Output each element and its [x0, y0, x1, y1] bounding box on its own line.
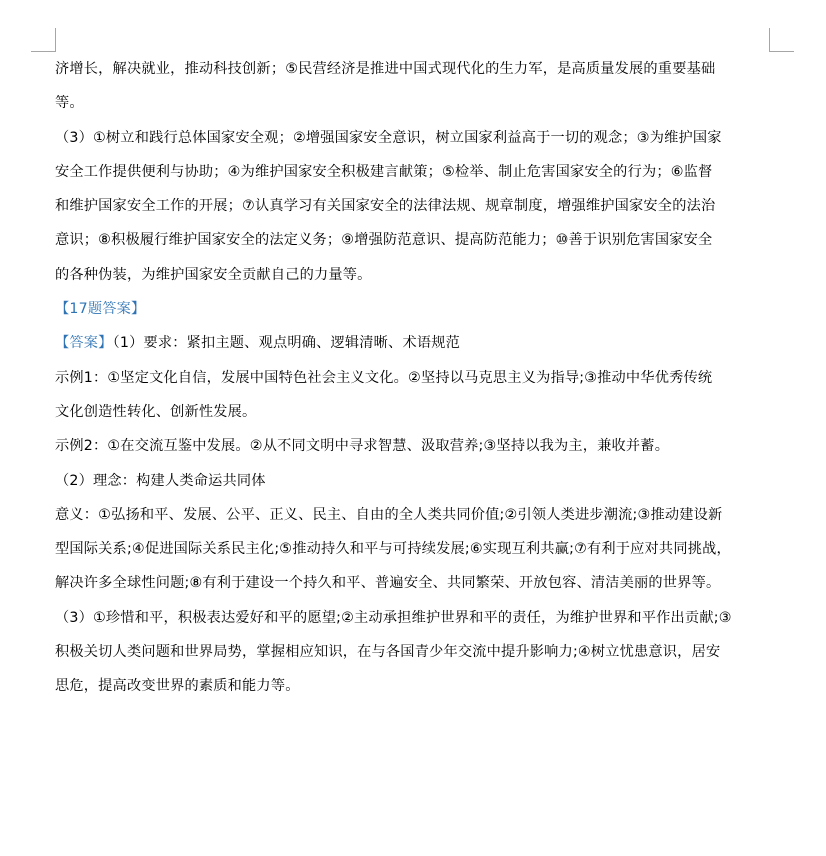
- text-line: 示例1：①坚定文化自信，发展中国特色社会主义文化。②坚持以马克思主义为指导;③推动中华优秀传统: [55, 369, 713, 386]
- crop-mark-right-vertical: [769, 28, 770, 52]
- text-line: 解决许多全球性问题;⑧有利于建设一个持久和平、普遍安全、共同繁荣、开放包容、清洁美丽的世界等。: [55, 575, 721, 592]
- text-line: 意识；⑧积极履行维护国家安全的法定义务；⑨增强防范意识、提高防范能力；⑩善于识别危害国家安全: [55, 232, 713, 249]
- answer-line: [55, 326, 785, 360]
- text-line: 思危，提高改变世界的素质和能力等。: [55, 678, 300, 695]
- question-heading: 【17题答案】: [55, 301, 146, 318]
- crop-mark-left-horizontal: [31, 51, 55, 52]
- crop-mark-left-vertical: [55, 28, 56, 52]
- document-body: [55, 52, 785, 704]
- text-line: 型国际关系;④促进国际关系民主化;⑤推动持久和平与可持续发展;⑥实现互利共赢;⑦有利于应对共同挑战，: [55, 541, 731, 558]
- text-line: （3）①树立和践行总体国家安全观；②增强国家安全意识，树立国家利益高于一切的观念；③为维护国家: [55, 129, 722, 146]
- answer-text: （1）要求：紧扣主题、观点明确、逻辑清晰、术语规范: [112, 335, 460, 352]
- answer-label: 【答案】: [55, 335, 113, 352]
- text-line: 济增长，解决就业，推动科技创新；⑤民营经济是推进中国式现代化的生力军，是高质量发展的重要基础: [55, 61, 716, 77]
- text-line: 意义：①弘扬和平、发展、公平、正义、民主、自由的全人类共同价值;②引领人类进步潮流;③推动建设新: [55, 506, 723, 523]
- text-line: 和维护国家安全工作的开展；⑦认真学习有关国家安全的法律法规、规章制度，增强维护国家安全的法治: [55, 198, 716, 215]
- text-line: 积极关切人类问题和世界局势，掌握相应知识，在与各国青少年交流中提升影响力;④树立忧患意识，居安: [55, 644, 721, 661]
- text-line: （2）理念：构建人类命运共同体: [55, 472, 266, 489]
- text-line: （3）①珍惜和平，积极表达爱好和平的愿望;②主动承担维护世界和平的责任，为维护世界和平作出贡献;③: [55, 609, 732, 626]
- text-line: 安全工作提供便利与协助；④为维护国家安全积极建言献策；⑤检举、制止危害国家安全的行为；⑥监督: [55, 163, 713, 180]
- text-line: 的各种伪装，为维护国家安全贡献自己的力量等。: [55, 266, 372, 283]
- text-line: 文化创造性转化、创新性发展。: [55, 403, 257, 420]
- text-line: 等。: [55, 95, 84, 112]
- text-line: 示例2：①在交流互鉴中发展。②从不同文明中寻求智慧、汲取营养;③坚持以我为主，兼收并蓄。: [55, 438, 670, 455]
